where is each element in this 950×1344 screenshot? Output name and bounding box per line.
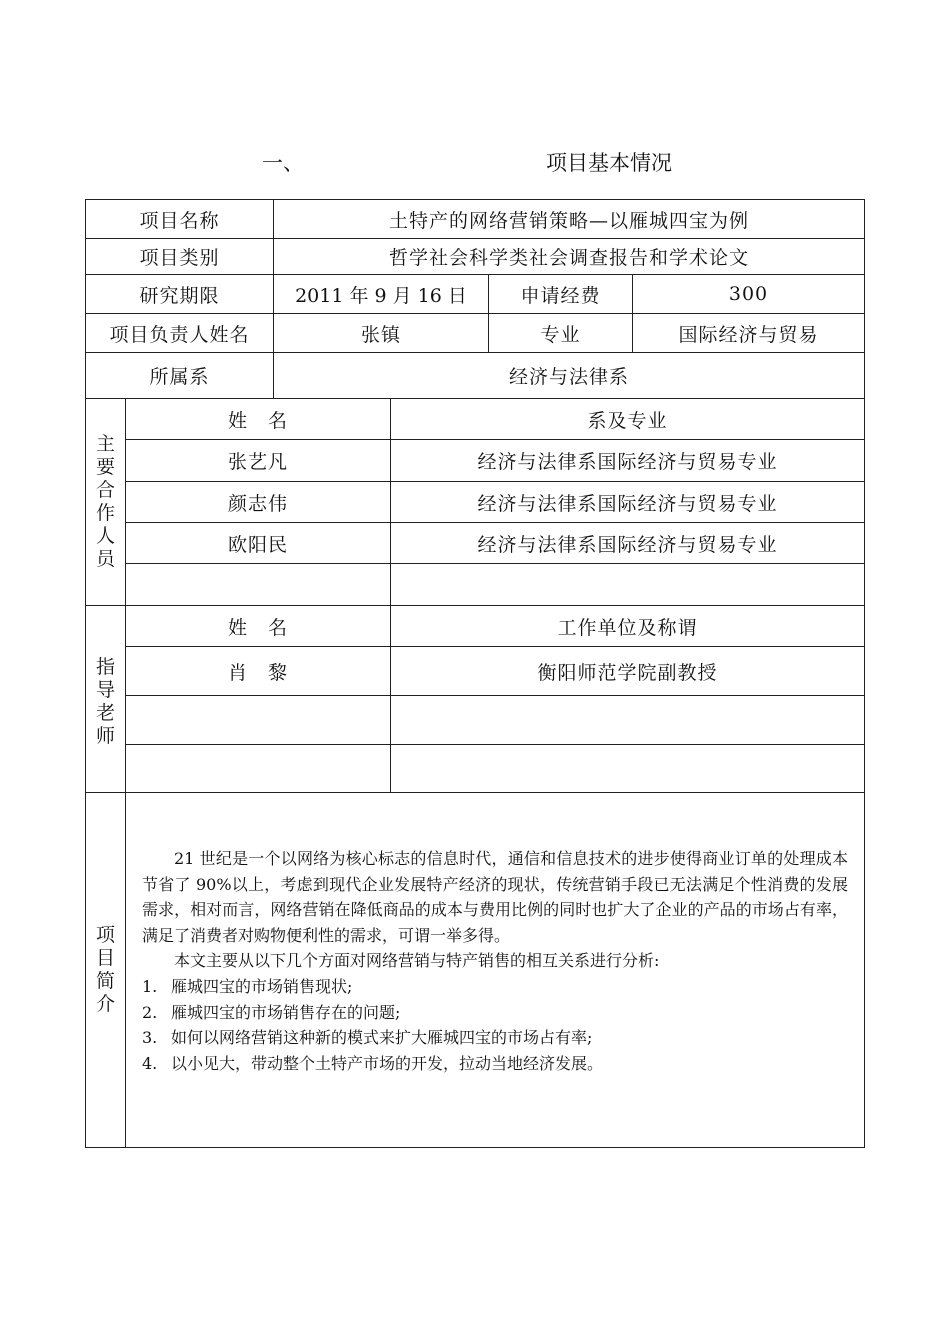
research-period-value: 2011 年 9 月 16 日 [295, 284, 467, 307]
list-item: 3. 如何以网络营销这种新的模式来扩大雁城四宝的市场占有率; [142, 1028, 593, 1048]
advisor-unit [391, 745, 864, 792]
major-value: 国际经济与贸易 [678, 323, 819, 346]
collaborators-name-header: 姓 名 [227, 409, 288, 432]
collaborator-major [391, 564, 864, 605]
funding-value: 300 [728, 283, 769, 305]
major-label: 专业 [540, 323, 581, 346]
advisor-name: 肖 黎 [227, 661, 288, 684]
advisors-name-header: 姓 名 [227, 616, 288, 639]
collaborator-name: 张艺凡 [227, 451, 288, 473]
section-title: 项目基本情况 [546, 151, 672, 175]
research-period-label: 研究期限 [139, 284, 220, 307]
advisors-side-label: 指 导 老 师 [95, 656, 115, 747]
advisor-name [126, 745, 390, 792]
collaborator-major: 经济与法律系国际经济与贸易专业 [477, 492, 778, 515]
advisor-unit: 衡阳师范学院副教授 [537, 661, 718, 684]
project-name-value: 土特产的网络营销策略—以雁城四宝为例 [388, 209, 749, 232]
leader-value: 张镇 [360, 323, 401, 346]
intro-side-label: 项 目 简 介 [95, 924, 115, 1015]
department-label: 所属系 [149, 366, 210, 388]
project-name-label: 项目名称 [139, 209, 220, 232]
advisors-unit-header: 工作单位及称谓 [557, 616, 698, 639]
list-item: 1. 雁城四宝的市场销售现状; [142, 976, 353, 996]
intro-list [142, 974, 848, 1076]
collaborator-name [126, 564, 390, 605]
project-category-label: 项目类别 [139, 247, 220, 269]
list-item: 4. 以小见大，带动整个土特产市场的开发，拉动当地经济发展。 [142, 1053, 604, 1073]
collaborator-name: 颜志伟 [227, 492, 288, 515]
intro-paragraph: 21 世纪是一个以网络为核心标志的信息时代，通信和信息技术的进步使得商业订单的处理成本节省了 90%以上，考虑到现代企业发展特产经济的现状，传统营销手段已无法满足个性消费的发展需求，相对而言，网络营销在降低商品的成本与费用比例的同时也扩大了企业的产品的市场占有率，满足了消费者对购物便利性的需求，可谓一举多得。 [142, 849, 848, 945]
collaborators-side-label: 主 要 合 作 人 员 [95, 433, 115, 570]
collaborator-name: 欧阳民 [227, 533, 288, 556]
advisor-name [126, 696, 390, 744]
section-number: 一、 [262, 151, 304, 175]
collaborator-major: 经济与法律系国际经济与贸易专业 [477, 533, 778, 556]
project-category-value: 哲学社会科学类社会调查报告和学术论文 [388, 247, 749, 269]
section-heading [0, 147, 950, 177]
collaborators-major-header: 系及专业 [587, 409, 668, 432]
intro-paragraph: 本文主要从以下几个方面对网络营销与特产销售的相互关系进行分析: [174, 951, 660, 971]
project-intro [142, 846, 848, 1076]
advisor-unit [391, 696, 864, 744]
list-item: 2. 雁城四宝的市场销售存在的问题; [142, 1002, 401, 1022]
collaborator-major: 经济与法律系国际经济与贸易专业 [477, 451, 778, 473]
department-value: 经济与法律系 [508, 366, 629, 388]
funding-label: 申请经费 [520, 284, 601, 307]
leader-label: 项目负责人姓名 [109, 323, 250, 346]
